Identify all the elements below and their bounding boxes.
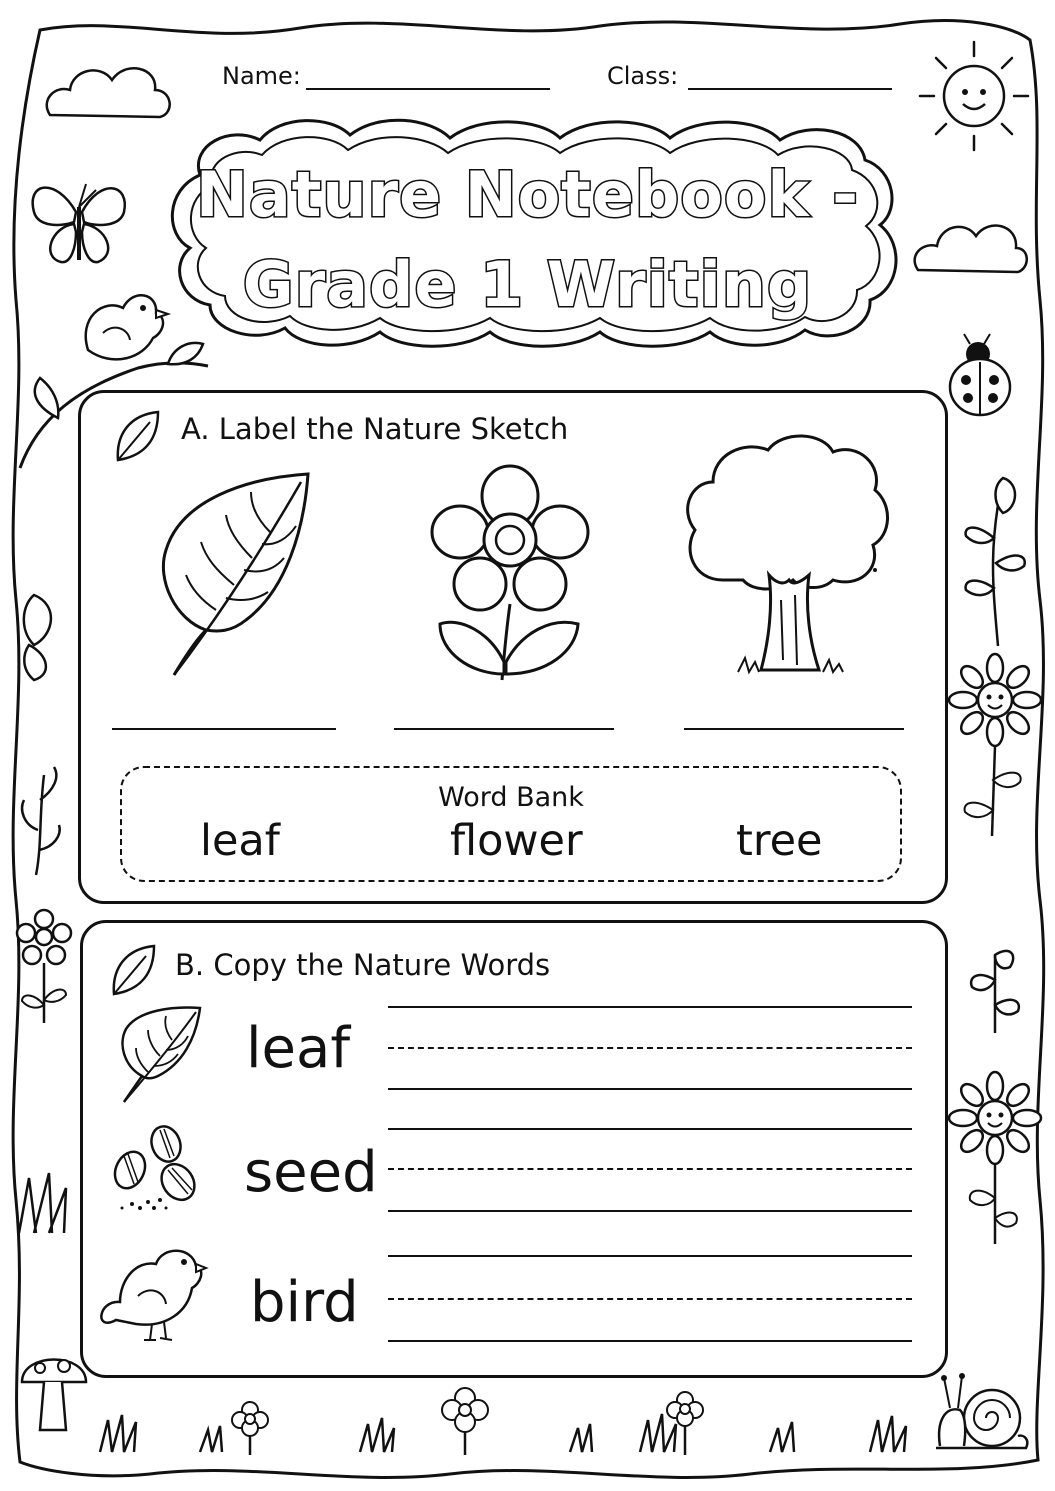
section-a-heading: A. Label the Nature Sketch bbox=[181, 412, 569, 446]
section-b-heading: B. Copy the Nature Words bbox=[175, 948, 551, 982]
writing-line-top[interactable] bbox=[388, 1255, 912, 1257]
cloud-icon bbox=[910, 208, 1028, 278]
answer-line-3[interactable] bbox=[684, 728, 904, 730]
bird-icon bbox=[96, 1240, 208, 1350]
butterfly-icon bbox=[26, 172, 130, 272]
copy-word: leaf bbox=[246, 1016, 351, 1081]
flower-drawing bbox=[430, 462, 588, 682]
ladybug-icon bbox=[938, 332, 1020, 424]
writing-line-base[interactable] bbox=[388, 1340, 912, 1342]
writing-line-mid bbox=[388, 1168, 912, 1170]
cloud-icon bbox=[40, 55, 175, 125]
leaf-icon bbox=[118, 1004, 204, 1104]
tree-drawing bbox=[683, 430, 893, 680]
grass-border bbox=[80, 1380, 940, 1460]
writing-line-base[interactable] bbox=[388, 1088, 912, 1090]
title-line-1: Nature Notebook - bbox=[195, 158, 859, 231]
word-bank-title: Word Bank bbox=[438, 782, 584, 813]
word-bank-word: flower bbox=[450, 816, 583, 866]
leaf-icon bbox=[110, 944, 156, 996]
class-label: Class: bbox=[607, 62, 679, 90]
flower-icon bbox=[14, 905, 74, 1025]
smiling-flower-icon bbox=[950, 650, 1040, 840]
section-b-panel bbox=[80, 920, 948, 1378]
writing-line-top[interactable] bbox=[388, 1006, 912, 1008]
leaf-drawing bbox=[156, 470, 314, 678]
writing-line-mid bbox=[388, 1298, 912, 1300]
writing-line-top[interactable] bbox=[388, 1128, 912, 1130]
snail-icon bbox=[932, 1370, 1030, 1452]
grass-icon bbox=[14, 1168, 74, 1238]
title-line-2: Grade 1 Writing bbox=[242, 248, 813, 321]
copy-word: bird bbox=[250, 1270, 359, 1335]
writing-line-mid bbox=[388, 1047, 912, 1049]
vine-icon bbox=[958, 468, 1038, 648]
seeds-icon bbox=[108, 1124, 202, 1216]
word-bank-box bbox=[120, 766, 902, 882]
answer-line-1[interactable] bbox=[112, 728, 336, 730]
vine-icon bbox=[960, 935, 1030, 1035]
sun-icon bbox=[918, 40, 1030, 152]
name-label: Name: bbox=[222, 62, 301, 90]
leaf-icon bbox=[114, 410, 160, 462]
smiling-flower-icon bbox=[950, 1068, 1040, 1248]
word-bank-word: tree bbox=[736, 816, 823, 866]
word-bank-word: leaf bbox=[200, 816, 280, 866]
writing-line-base[interactable] bbox=[388, 1210, 912, 1212]
answer-line-2[interactable] bbox=[394, 728, 614, 730]
copy-word: seed bbox=[244, 1140, 378, 1205]
